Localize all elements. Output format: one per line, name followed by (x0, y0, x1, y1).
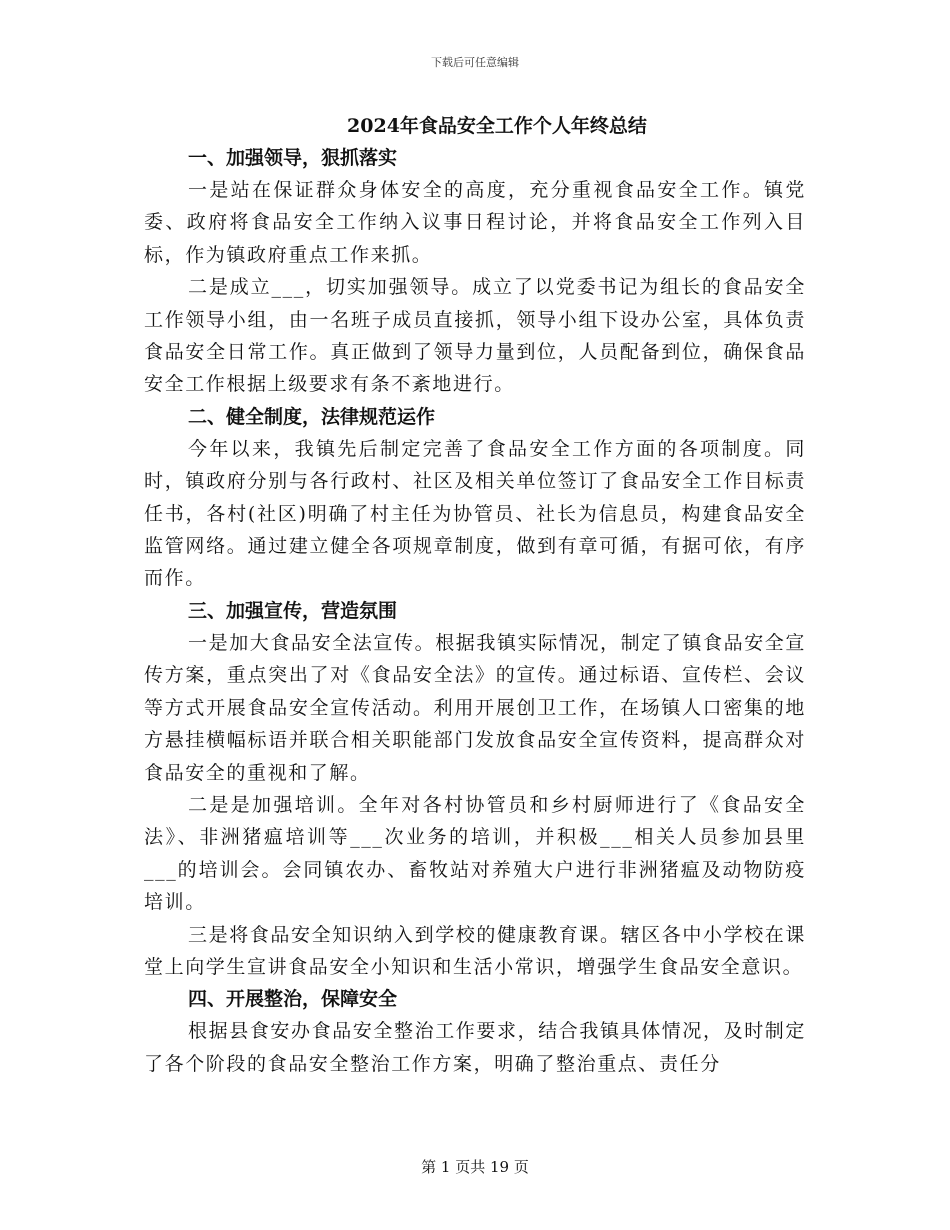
section-heading: 三、加强宣传，营造氛围 (188, 599, 398, 622)
header-note: 下载后可任意编辑 (431, 56, 519, 69)
paragraph: 一是站在保证群众身体安全的高度，充分重视食品安全工作。镇党委、政府将食品安全工作纳入议事日程讨论，并将食品安全工作列入目标，作为镇政府重点工作来抓。 (144, 179, 806, 266)
paragraph: 今年以来，我镇先后制定完善了食品安全工作方面的各项制度。同时，镇政府分别与各行政村、社区及相关单位签订了食品安全工作目标责任书，各村(社区)明确了村主任为协管员、社长为信息员，构建食品安全监管网络。通过建立健全各项规章制度，做到有章可循，有据可依，有序而作。 (144, 437, 806, 590)
paragraph: 一是加大食品安全法宣传。根据我镇实际情况，制定了镇食品安全宣传方案，重点突出了对《食品安全法》的宣传。通过标语、宣传栏、会议等方式开展食品安全宣传活动。利用开展创卫工作，在场镇人口密集的地方悬挂横幅标语并联合相关职能部门发放食品安全宣传资料，提高群众对食品安全的重视和了解。 (144, 631, 807, 784)
section-heading: 二、健全制度，法律规范运作 (188, 405, 436, 428)
paragraph: 二是是加强培训。全年对各村协管员和乡村厨师进行了《食品安全法》、非洲猪瘟培训等___次业务的培训，并积极___相关人员参加县里___的培训会。会同镇农办、畜牧站对养殖大户进行非洲猪瘟及动物防疫培训。 (144, 793, 806, 914)
document-title: 2024年食品安全工作个人年终总结 (347, 115, 647, 137)
paragraph: 根据县食安办食品安全整治工作要求，结合我镇具体情况，及时制定了各个阶段的食品安全整治工作方案，明确了整治重点、责任分 (144, 1020, 807, 1075)
document-body (144, 110, 806, 1080)
section-heading: 一、加强领导，狠抓落实 (188, 147, 398, 169)
section-heading: 四、开展整治，保障安全 (188, 988, 398, 1011)
paragraph: 三是将食品安全知识纳入到学校的健康教育课。辖区各中小学校在课堂上向学生宣讲食品安全小知识和生活小常识，增强学生食品安全意识。 (144, 923, 807, 978)
page-footer: 第 1 页共 19 页 (421, 1158, 529, 1176)
paragraph: 二是成立___，切实加强领导。成立了以党委书记为组长的食品安全工作领导小组，由一名班子成员直接抓，领导小组下设办公室，具体负责食品安全日常工作。真正做到了领导力量到位，人员配备到位，确保食品安全工作根据上级要求有条不紊地进行。 (144, 276, 806, 396)
